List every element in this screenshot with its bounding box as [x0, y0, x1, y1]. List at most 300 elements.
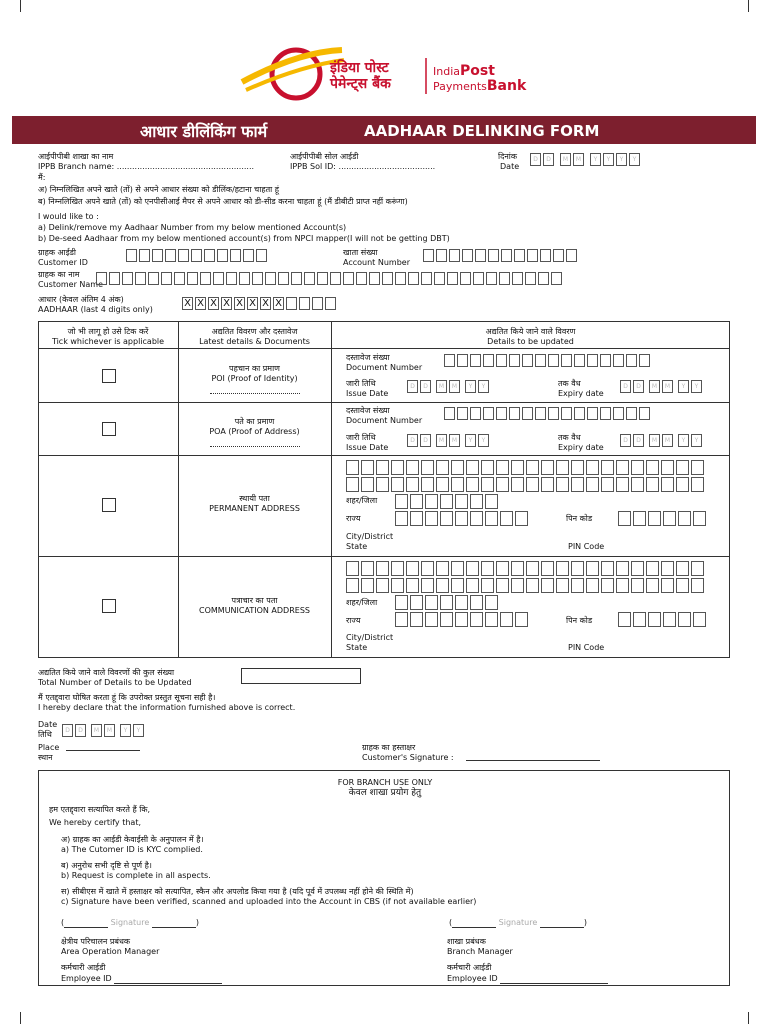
- char-box[interactable]: [356, 272, 367, 285]
- char-box[interactable]: [408, 272, 419, 285]
- char-box[interactable]: [109, 272, 120, 285]
- char-box[interactable]: [174, 272, 185, 285]
- char-box[interactable]: [601, 561, 614, 576]
- permanent-address-checkbox[interactable]: [102, 498, 116, 512]
- char-box[interactable]: [485, 595, 498, 610]
- char-box[interactable]: [676, 477, 689, 492]
- char-box[interactable]: [451, 460, 464, 475]
- char-box[interactable]: [600, 354, 611, 367]
- char-box[interactable]: [126, 249, 137, 262]
- char-box[interactable]: [631, 561, 644, 576]
- char-box[interactable]: [466, 578, 479, 593]
- date-box[interactable]: M: [449, 380, 460, 393]
- date-box[interactable]: D: [62, 724, 73, 737]
- char-box[interactable]: [548, 354, 559, 367]
- date-box[interactable]: Y: [465, 434, 476, 447]
- date-box[interactable]: D: [633, 434, 644, 447]
- char-box[interactable]: [191, 249, 202, 262]
- char-box[interactable]: [421, 460, 434, 475]
- char-box[interactable]: [226, 272, 237, 285]
- communication-state-boxes[interactable]: [395, 612, 530, 631]
- char-box[interactable]: [586, 578, 599, 593]
- char-box[interactable]: [361, 561, 374, 576]
- char-box[interactable]: [457, 354, 468, 367]
- char-box[interactable]: [551, 272, 562, 285]
- date-box[interactable]: M: [436, 434, 447, 447]
- char-box[interactable]: [618, 612, 631, 627]
- date-box[interactable]: Y: [120, 724, 131, 737]
- char-box[interactable]: [391, 460, 404, 475]
- char-box[interactable]: [436, 460, 449, 475]
- bm-employee-id: कर्मचारी आईडी Employee ID: [447, 963, 608, 984]
- char-box[interactable]: [460, 272, 471, 285]
- total-details-input[interactable]: [241, 668, 361, 684]
- char-box[interactable]: [633, 612, 646, 627]
- poi-issue-date-boxes[interactable]: [407, 380, 491, 399]
- char-box[interactable]: [646, 460, 659, 475]
- aom-signature-line[interactable]: ( Signature ): [61, 918, 199, 927]
- char-box[interactable]: [556, 578, 569, 593]
- char-box[interactable]: [616, 477, 629, 492]
- permanent-pin-boxes[interactable]: [618, 511, 708, 530]
- poi-expiry-date-boxes[interactable]: [620, 380, 704, 399]
- date-box[interactable]: M: [649, 434, 660, 447]
- char-box[interactable]: [139, 249, 150, 262]
- permanent-pin-label: पिन कोड: [566, 514, 593, 523]
- char-box[interactable]: [631, 578, 644, 593]
- char-box[interactable]: [391, 477, 404, 492]
- char-box[interactable]: [395, 494, 408, 509]
- char-box[interactable]: [613, 354, 624, 367]
- char-box[interactable]: [346, 561, 359, 576]
- char-box[interactable]: [148, 272, 159, 285]
- char-box[interactable]: [571, 460, 584, 475]
- char-box[interactable]: [500, 612, 513, 627]
- char-box[interactable]: [440, 511, 453, 526]
- date-box[interactable]: Y: [678, 380, 689, 393]
- char-box[interactable]: [616, 561, 629, 576]
- date-box[interactable]: D: [75, 724, 86, 737]
- date-label: दिनांक Date: [498, 152, 520, 171]
- poi-doc-number-boxes[interactable]: [444, 354, 652, 373]
- char-box[interactable]: [525, 272, 536, 285]
- char-box[interactable]: [135, 272, 146, 285]
- char-box[interactable]: [470, 511, 483, 526]
- char-box[interactable]: [343, 272, 354, 285]
- communication-address-checkbox[interactable]: [102, 599, 116, 613]
- char-box[interactable]: [678, 612, 691, 627]
- char-box[interactable]: [434, 272, 445, 285]
- char-box[interactable]: [648, 511, 661, 526]
- char-box[interactable]: [96, 272, 107, 285]
- char-box[interactable]: [395, 272, 406, 285]
- place-input[interactable]: [66, 750, 140, 751]
- crop-mark: [748, 1012, 749, 1024]
- char-box[interactable]: [639, 354, 650, 367]
- customer-name-boxes[interactable]: [96, 272, 564, 291]
- header-date-boxes[interactable]: D D M M Y Y Y Y: [530, 153, 642, 172]
- char-box[interactable]: [571, 578, 584, 593]
- char-box[interactable]: [466, 460, 479, 475]
- char-box[interactable]: [410, 511, 423, 526]
- char-box[interactable]: [511, 460, 524, 475]
- char-box[interactable]: [395, 612, 408, 627]
- char-box[interactable]: [496, 354, 507, 367]
- char-box[interactable]: [512, 272, 523, 285]
- char-box[interactable]: [346, 460, 359, 475]
- char-box[interactable]: [425, 511, 438, 526]
- char-box[interactable]: [421, 477, 434, 492]
- poa-expiry-date-boxes[interactable]: [620, 434, 704, 453]
- char-box[interactable]: [481, 477, 494, 492]
- char-box[interactable]: [451, 477, 464, 492]
- char-box[interactable]: [470, 407, 481, 420]
- char-box[interactable]: [421, 561, 434, 576]
- char-box[interactable]: [633, 511, 646, 526]
- char-box[interactable]: [601, 460, 614, 475]
- bm-signature-line[interactable]: ( Signature ): [449, 918, 587, 927]
- char-box[interactable]: [483, 407, 494, 420]
- char-box[interactable]: [361, 578, 374, 593]
- char-box[interactable]: [556, 561, 569, 576]
- char-box[interactable]: [165, 249, 176, 262]
- char-box[interactable]: [470, 595, 483, 610]
- char-box[interactable]: [436, 249, 447, 262]
- char-box[interactable]: [204, 249, 215, 262]
- char-box[interactable]: [661, 460, 674, 475]
- char-box[interactable]: [661, 477, 674, 492]
- char-box[interactable]: [511, 561, 524, 576]
- char-box[interactable]: [278, 272, 289, 285]
- char-box[interactable]: [526, 561, 539, 576]
- date-box[interactable]: M: [104, 724, 115, 737]
- char-box[interactable]: [601, 578, 614, 593]
- char-box[interactable]: [646, 561, 659, 576]
- date-box[interactable]: D: [620, 380, 631, 393]
- date-box[interactable]: D: [407, 380, 418, 393]
- char-box[interactable]: [553, 249, 564, 262]
- char-box[interactable]: [485, 494, 498, 509]
- char-box[interactable]: [304, 272, 315, 285]
- char-box[interactable]: [586, 460, 599, 475]
- char-box[interactable]: [421, 272, 432, 285]
- char-box[interactable]: [376, 477, 389, 492]
- date-box[interactable]: D: [420, 434, 431, 447]
- char-box[interactable]: [230, 249, 241, 262]
- char-box[interactable]: [526, 460, 539, 475]
- char-box[interactable]: [425, 595, 438, 610]
- char-box[interactable]: [346, 578, 359, 593]
- char-box[interactable]: [376, 578, 389, 593]
- date-box[interactable]: M: [449, 434, 460, 447]
- char-box[interactable]: [483, 354, 494, 367]
- char-box[interactable]: [361, 477, 374, 492]
- char-box[interactable]: [470, 612, 483, 627]
- char-box[interactable]: [410, 612, 423, 627]
- char-box[interactable]: [410, 595, 423, 610]
- char-box[interactable]: [556, 477, 569, 492]
- char-box[interactable]: [330, 272, 341, 285]
- char-box[interactable]: [693, 612, 706, 627]
- char-box[interactable]: [317, 272, 328, 285]
- date-box[interactable]: D: [633, 380, 644, 393]
- char-box[interactable]: [663, 612, 676, 627]
- char-box[interactable]: [661, 578, 674, 593]
- customer-signature-line[interactable]: [466, 760, 600, 761]
- char-box[interactable]: [213, 272, 224, 285]
- char-box[interactable]: [561, 407, 572, 420]
- char-box[interactable]: [541, 477, 554, 492]
- aadhaar-boxes[interactable]: X X X X X X X X: [182, 297, 338, 316]
- char-box[interactable]: [425, 494, 438, 509]
- poa-checkbox[interactable]: [102, 422, 116, 436]
- date-box[interactable]: M: [91, 724, 102, 737]
- aom-label: क्षेत्रीय परिचालन प्रबंधक Area Operation Manager: [61, 937, 160, 956]
- char-box[interactable]: [395, 511, 408, 526]
- char-box[interactable]: [187, 272, 198, 285]
- char-box[interactable]: [252, 272, 263, 285]
- char-box[interactable]: [436, 477, 449, 492]
- char-box[interactable]: [574, 407, 585, 420]
- char-box[interactable]: [395, 595, 408, 610]
- date-box[interactable]: M: [662, 434, 673, 447]
- char-box[interactable]: [486, 272, 497, 285]
- char-box[interactable]: [265, 272, 276, 285]
- date-box[interactable]: M: [662, 380, 673, 393]
- char-box[interactable]: [376, 460, 389, 475]
- char-box[interactable]: [574, 354, 585, 367]
- char-box[interactable]: [444, 407, 455, 420]
- char-box[interactable]: [601, 477, 614, 492]
- char-box[interactable]: [496, 477, 509, 492]
- communication-pin-boxes[interactable]: [618, 612, 708, 631]
- char-box[interactable]: [548, 407, 559, 420]
- char-box[interactable]: [346, 477, 359, 492]
- char-box[interactable]: [406, 561, 419, 576]
- char-box[interactable]: [470, 354, 481, 367]
- sol-id-field[interactable]: आईपीपीबी सोल आईडी IPPB Sol ID: ......................................: [290, 152, 436, 171]
- char-box[interactable]: [511, 477, 524, 492]
- char-box[interactable]: [515, 511, 528, 526]
- char-box[interactable]: [376, 561, 389, 576]
- char-box[interactable]: [488, 249, 499, 262]
- char-box[interactable]: [676, 561, 689, 576]
- char-box[interactable]: [462, 249, 473, 262]
- char-box[interactable]: [423, 249, 434, 262]
- char-box[interactable]: [500, 511, 513, 526]
- char-box[interactable]: [616, 460, 629, 475]
- char-box[interactable]: [440, 595, 453, 610]
- char-box[interactable]: [391, 578, 404, 593]
- char-box[interactable]: [522, 407, 533, 420]
- date-box[interactable]: Y: [691, 434, 702, 447]
- poa-doc-number-boxes[interactable]: [444, 407, 652, 426]
- char-box[interactable]: [496, 561, 509, 576]
- char-box[interactable]: [587, 407, 598, 420]
- char-box[interactable]: [566, 249, 577, 262]
- certify-c: स) सीबीएस में खाते में हस्ताक्षर को सत्यापित, स्कैन और अपलोड किया गया है (यदि पूर्व में उपलब्ध नहीं होने की स्थिति में) c) Signature have been verified, scanned and uploaded into the Account in CBS (if not available earlier): [61, 887, 477, 906]
- char-box[interactable]: [613, 407, 624, 420]
- char-box[interactable]: [455, 511, 468, 526]
- char-box[interactable]: [451, 561, 464, 576]
- char-box[interactable]: [522, 354, 533, 367]
- char-box[interactable]: [470, 494, 483, 509]
- account-number-boxes[interactable]: [423, 249, 579, 268]
- char-box[interactable]: [391, 561, 404, 576]
- char-box[interactable]: [556, 460, 569, 475]
- char-box[interactable]: [481, 460, 494, 475]
- char-box[interactable]: [586, 477, 599, 492]
- char-box[interactable]: [618, 511, 631, 526]
- char-box[interactable]: [509, 407, 520, 420]
- date-box[interactable]: Y: [691, 380, 702, 393]
- date-box[interactable]: M: [649, 380, 660, 393]
- char-box[interactable]: [631, 477, 644, 492]
- poi-label: पहचान का प्रमाण POI (Proof of Identity): [178, 364, 331, 394]
- date-box[interactable]: Y: [678, 434, 689, 447]
- char-box[interactable]: [648, 612, 661, 627]
- branch-name-field[interactable]: आईपीपीबी शाखा का नाम IPPB Branch name: ......................................................: [38, 152, 255, 171]
- char-box[interactable]: [515, 612, 528, 627]
- char-box[interactable]: [291, 272, 302, 285]
- char-box[interactable]: [440, 494, 453, 509]
- char-box[interactable]: [382, 272, 393, 285]
- char-box[interactable]: [678, 511, 691, 526]
- char-box[interactable]: [436, 561, 449, 576]
- char-box[interactable]: [455, 595, 468, 610]
- char-box[interactable]: [691, 561, 704, 576]
- char-box[interactable]: [535, 407, 546, 420]
- char-box[interactable]: [600, 407, 611, 420]
- char-box[interactable]: [455, 494, 468, 509]
- char-box[interactable]: [473, 272, 484, 285]
- char-box[interactable]: [571, 477, 584, 492]
- char-box[interactable]: [499, 272, 510, 285]
- char-box[interactable]: [451, 578, 464, 593]
- date-box[interactable]: Y: [133, 724, 144, 737]
- char-box[interactable]: [541, 561, 554, 576]
- customer-signature-label: ग्राहक का हस्ताक्षर Customer's Signature :: [362, 743, 454, 762]
- permanent-city-state-en: City/District State: [346, 532, 394, 551]
- char-box[interactable]: [616, 578, 629, 593]
- char-box[interactable]: [256, 249, 267, 262]
- char-box[interactable]: [436, 578, 449, 593]
- char-box[interactable]: [509, 354, 520, 367]
- char-box[interactable]: [691, 578, 704, 593]
- date-box[interactable]: D: [407, 434, 418, 447]
- char-box[interactable]: [661, 561, 674, 576]
- char-box[interactable]: [122, 272, 133, 285]
- char-box[interactable]: [571, 561, 584, 576]
- char-box[interactable]: [691, 477, 704, 492]
- char-box[interactable]: [626, 354, 637, 367]
- char-box[interactable]: [639, 407, 650, 420]
- char-box[interactable]: [676, 578, 689, 593]
- char-box[interactable]: [501, 249, 512, 262]
- char-box[interactable]: [514, 249, 525, 262]
- char-box[interactable]: [485, 511, 498, 526]
- char-box[interactable]: [663, 511, 676, 526]
- char-box[interactable]: [561, 354, 572, 367]
- char-box[interactable]: [466, 477, 479, 492]
- char-box[interactable]: [631, 460, 644, 475]
- char-box[interactable]: [527, 249, 538, 262]
- poi-checkbox[interactable]: [102, 369, 116, 383]
- char-box[interactable]: [466, 561, 479, 576]
- char-box[interactable]: [406, 578, 419, 593]
- char-box[interactable]: [541, 578, 554, 593]
- char-box[interactable]: [481, 561, 494, 576]
- char-box[interactable]: [457, 407, 468, 420]
- char-box[interactable]: [693, 511, 706, 526]
- char-box[interactable]: [586, 561, 599, 576]
- date-box[interactable]: D: [620, 434, 631, 447]
- permanent-pin-en: PIN Code: [568, 542, 605, 551]
- char-box[interactable]: [440, 612, 453, 627]
- char-box[interactable]: [475, 249, 486, 262]
- sign-date-boxes[interactable]: [62, 724, 146, 743]
- char-box[interactable]: [496, 460, 509, 475]
- char-box[interactable]: [587, 354, 598, 367]
- char-box[interactable]: [410, 494, 423, 509]
- char-box[interactable]: [511, 578, 524, 593]
- col-tick-header: जो भी लागू हो उसे टिक करें Tick whichever is applicable: [51, 327, 165, 346]
- date-box[interactable]: D: [420, 380, 431, 393]
- char-box[interactable]: [691, 460, 704, 475]
- char-box[interactable]: [425, 612, 438, 627]
- char-box[interactable]: [481, 578, 494, 593]
- char-box[interactable]: [421, 578, 434, 593]
- char-box[interactable]: [455, 612, 468, 627]
- char-box[interactable]: [361, 460, 374, 475]
- char-box[interactable]: [152, 249, 163, 262]
- char-box[interactable]: [239, 272, 250, 285]
- char-box[interactable]: [676, 460, 689, 475]
- char-box[interactable]: [541, 460, 554, 475]
- permanent-state-boxes[interactable]: [395, 511, 530, 530]
- char-box[interactable]: [535, 354, 546, 367]
- char-box[interactable]: [526, 578, 539, 593]
- char-box[interactable]: [243, 249, 254, 262]
- char-box[interactable]: [406, 477, 419, 492]
- date-box[interactable]: Y: [478, 434, 489, 447]
- char-box[interactable]: [626, 407, 637, 420]
- char-box[interactable]: [444, 354, 455, 367]
- char-box[interactable]: [161, 272, 172, 285]
- char-box[interactable]: [485, 612, 498, 627]
- date-box[interactable]: Y: [465, 380, 476, 393]
- char-box[interactable]: [538, 272, 549, 285]
- char-box[interactable]: [449, 249, 460, 262]
- char-box[interactable]: [200, 272, 211, 285]
- poa-issue-date-boxes[interactable]: [407, 434, 491, 453]
- char-box[interactable]: [217, 249, 228, 262]
- char-box[interactable]: [369, 272, 380, 285]
- char-box[interactable]: [406, 460, 419, 475]
- char-box[interactable]: [178, 249, 189, 262]
- char-box[interactable]: [496, 578, 509, 593]
- char-box[interactable]: [496, 407, 507, 420]
- date-box[interactable]: M: [436, 380, 447, 393]
- char-box[interactable]: [540, 249, 551, 262]
- char-box[interactable]: [447, 272, 458, 285]
- date-box[interactable]: Y: [478, 380, 489, 393]
- char-box[interactable]: [526, 477, 539, 492]
- customer-id-boxes[interactable]: [126, 249, 269, 268]
- char-box[interactable]: [646, 578, 659, 593]
- char-box[interactable]: [646, 477, 659, 492]
- communication-state-label: राज्य: [346, 616, 361, 625]
